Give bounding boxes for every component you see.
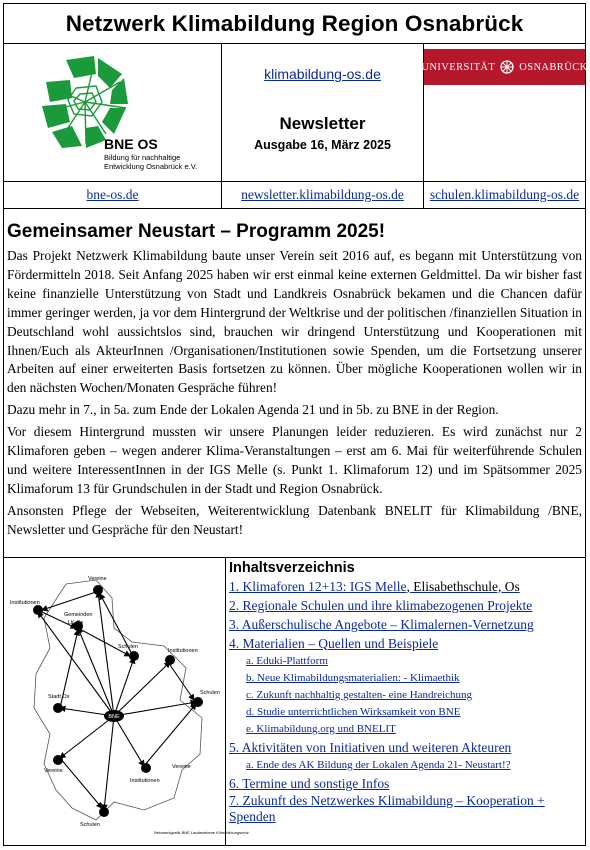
article-paragraph-4: Ansonsten Pflege der Webseiten, Weiterentwicklung Datenbank BNELIT für Klimabildung /BNE, Newsletter und Gespräche für den Neustart! xyxy=(7,502,582,537)
site-link[interactable]: klimabildung-os.de xyxy=(264,66,381,82)
toc-item-1-rest: , Elisabethschule, Os xyxy=(406,578,520,594)
university-logo-cell xyxy=(421,44,588,181)
toc-item-1-link[interactable]: 1. Klimaforen 12+13: IGS Melle xyxy=(229,578,407,594)
bottom-section xyxy=(4,558,585,845)
uni-logo-right-text: OSNABRÜCK xyxy=(519,61,588,73)
node-institutionen-right xyxy=(165,655,175,665)
toc-item-4a[interactable]: a. Eduki-Plattform xyxy=(246,654,328,667)
network-diagram-cell xyxy=(4,558,249,845)
uni-logo-left-text: UNIVERSITÄT xyxy=(421,61,496,73)
toc-item-5[interactable]: 5. Aktivitäten von Initiativen und weiteren Akteuren xyxy=(229,739,512,755)
bne-os-subtitle: Bildung für nachhaltige Entwicklung Osnabrück e.V. xyxy=(104,153,198,171)
newsletter-title: Netzwerk Klimabildung Region Osnabrück xyxy=(65,10,524,36)
title-row xyxy=(4,4,585,44)
label-institutionen-right: Institutionen xyxy=(168,647,198,654)
node-vereine-top xyxy=(93,585,103,595)
table-of-contents xyxy=(226,558,585,845)
node-stadt-os xyxy=(53,703,63,713)
label-schulen-mid: Schulen xyxy=(118,643,138,650)
article-section xyxy=(4,209,585,558)
node-schulen-right xyxy=(193,697,203,707)
newsletter-page xyxy=(3,3,586,846)
node-vereine-left xyxy=(53,755,63,765)
label-center: BNE xyxy=(108,713,120,720)
newsletter-link-cell xyxy=(222,182,424,208)
bne-link-cell xyxy=(4,182,222,208)
label-vereine-left: Vereine xyxy=(44,767,63,774)
links-row xyxy=(4,182,585,209)
node-schulen-mid xyxy=(129,651,139,661)
node-institutionen-left xyxy=(33,605,43,615)
toc-item-2[interactable]: 2. Regionale Schulen und ihre klimabezogenen Projekte xyxy=(229,597,533,613)
toc-item-1[interactable] xyxy=(229,577,582,596)
newsletter-info-cell xyxy=(222,44,424,181)
label-vereine-top: Vereine xyxy=(88,575,107,582)
toc-item-4d[interactable]: d. Studie unterrichtlichen Wirksamkeit von BNE xyxy=(246,705,461,718)
issue-label: Ausgabe 16, März 2025 xyxy=(254,138,391,152)
article-paragraph-3: Vor diesem Hintergrund mussten wir unsere Planungen leider reduzieren. Es wird zunächst nur 2 Klimaforen geben – wegen anderer Klima-Veranstaltungen – erst am 6. Mai für weiterführende Schulen und weitere InteressentInnen in der IGS Melle (s. Punkt 1. Klimaforum 12) und im Spätsommer 2025 Klimaforum 13 für Grundschulen in der Stadt und Region Osnabrück. xyxy=(7,424,582,496)
label-gemeinden: Gemeinden xyxy=(64,611,93,618)
label-lkos: LK Os xyxy=(68,619,84,626)
toc-item-4b[interactable]: b. Neue Klimabildungsmaterialien: - Klimaethik xyxy=(246,671,460,684)
newsletter-label: Newsletter xyxy=(279,114,366,133)
article-headline: Gemeinsamer Neustart – Programm 2025! xyxy=(7,221,386,242)
bne-logo-cell xyxy=(4,44,222,181)
label-schulen-right: Schulen xyxy=(200,689,220,696)
label-institutionen-bottom: Institutionen xyxy=(130,777,160,784)
schulen-link[interactable]: schulen.klimabildung-os.de xyxy=(429,187,580,202)
article-paragraph-1: Das Projekt Netzwerk Klimabildung baute unser Verein seit 2016 auf, es begann mit Unterstützung von Fördermitteln 2018. Seit Anfang 2025 haben wir erst einmal keine externen Geldmittel. Da wir bisher fast keine finanzielle Unterstützung von Stadt und Landkreis Osnabrück bekamen und die Chancen dafür immer geringer werden, ja vor dem Hintergrund der Weltkrise und der politischen /finanziellen Situation in Deutschland wohl aussichtslos sind, brauchen wir dringend Unterstützung und Kooperationen mit Ihnen/Euch als AkteurInnen /Organisationen/Institutionen sowie Spenden, um die Fortsetzung unserer Arbeiten auf einer erweiterten Basis fortsetzen zu können. Über mögliche Kooperationen wollen wir in den nächsten Wochen/Monaten Gespräche führen! xyxy=(7,248,582,396)
label-institutionen-left: Institutionen xyxy=(10,599,40,606)
university-logo xyxy=(421,49,588,85)
toc-item-6[interactable]: 6. Termine und sonstige Infos xyxy=(229,775,390,791)
bne-os-name: BNE OS xyxy=(104,136,158,152)
toc-item-4c[interactable]: c. Zukunft nachhaltig gestalten- eine Handreichung xyxy=(246,688,473,701)
node-schulen-bottom xyxy=(99,807,109,817)
uni-wheel-icon xyxy=(499,58,515,76)
schulen-link-cell xyxy=(424,182,585,208)
toc-item-7[interactable]: 7. Zukunft des Netzwerkes Klimabildung – Kooperation + Spenden xyxy=(229,792,545,824)
label-vereine-bottom-right: Vereine xyxy=(172,763,191,770)
label-stadt-os: Stadt Os xyxy=(48,693,70,700)
region-outline xyxy=(34,580,202,820)
toc-item-3[interactable]: 3. Außerschulische Angebote – Klimalernen-Vernetzung xyxy=(229,616,534,632)
toc-item-4[interactable]: 4. Materialien – Quellen und Beispiele xyxy=(229,635,439,651)
logo-row xyxy=(4,44,588,182)
toc-item-4e[interactable]: e. Klimabildung.org und BNELIT xyxy=(246,722,396,735)
diagram-caption: Netzwerkgrafik BNE Landesebene Klimabildungsnetz xyxy=(154,829,249,835)
newsletter-link[interactable]: newsletter.klimabildung-os.de xyxy=(241,187,404,202)
toc-title: Inhaltsverzeichnis xyxy=(229,559,355,576)
bne-os-link[interactable]: bne-os.de xyxy=(86,187,139,202)
node-vereine-bottom-right xyxy=(141,763,151,773)
label-schulen-bottom: Schulen xyxy=(80,821,100,828)
network-diagram xyxy=(4,558,249,845)
article-paragraph-2: Dazu mehr in 7., in 5a. zum Ende der Lokalen Agenda 21 und in 5b. zu BNE in der Region. xyxy=(7,402,499,418)
toc-item-5a[interactable]: a. Ende des AK Bildung der Lokalen Agenda 21- Neustart!? xyxy=(246,758,511,771)
